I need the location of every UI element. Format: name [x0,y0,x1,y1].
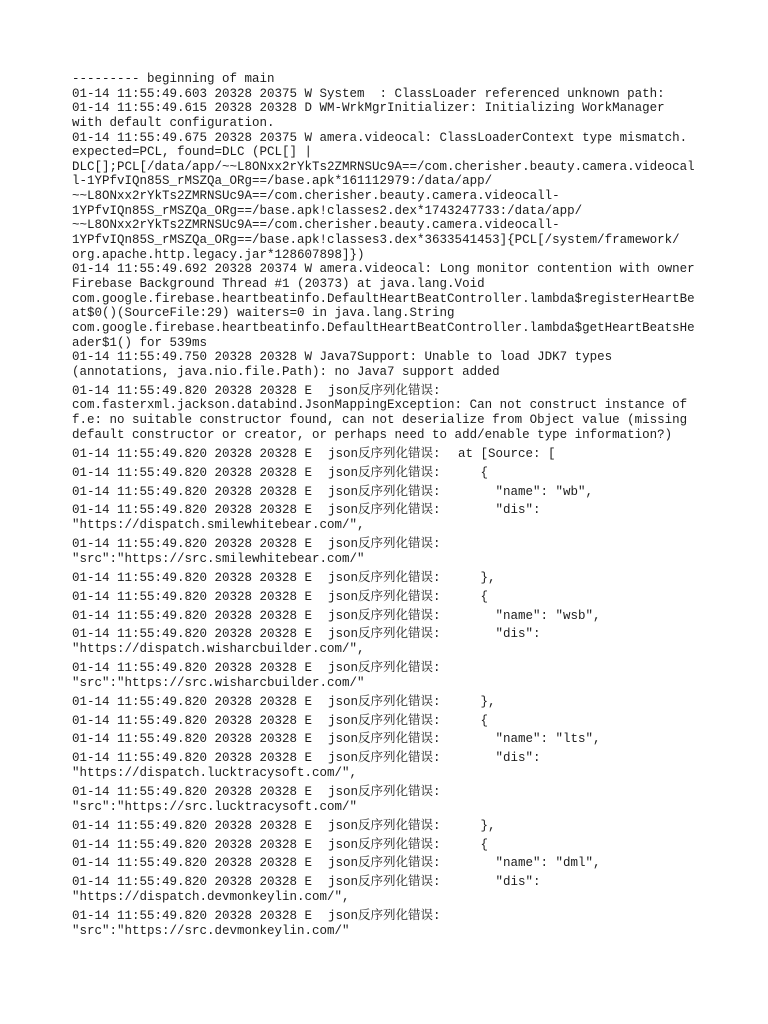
log-line [72,499,752,518]
log-line [72,833,752,852]
log-document [72,72,752,938]
log-header: 01-14 11:55:49.820 20328 20328 E [72,694,313,709]
log-line [72,747,752,766]
log-header: 01-14 11:55:49.820 20328 20328 E [72,837,313,852]
log-tag: json反序列化错误: [328,751,441,766]
log-line: "https://dispatch.lucktracysoft.com/", [72,766,358,780]
log-tag: json反序列化错误: [328,784,441,799]
log-line: 01-14 11:55:49.603 20328 20375 W System : ClassLoader referenced unknown path: [72,86,665,101]
log-tag: json反序列化错误: [328,818,441,833]
log-line: default constructor or creator, or perhaps need to add/enable type information?) [72,427,673,442]
log-line [72,480,752,499]
log-line [72,814,752,833]
log-tag: json反序列化错误: [328,608,441,623]
log-message: }, [443,570,496,585]
log-tag: json反序列化错误: [328,383,441,398]
log-message: { [443,589,489,604]
log-header: 01-14 11:55:49.820 20328 20328 E [72,661,313,676]
log-message: { [443,465,489,480]
log-line [72,852,752,871]
log-tag: json反序列化错误: [328,661,441,676]
log-line: DLC[];PCL[/data/app/~~L8ONxx2rYkTs2ZMRNSUc9A==/com.cherisher.beauty.camera.videocal [72,159,695,174]
log-line [72,623,752,642]
log-line: 01-14 11:55:49.692 20328 20374 W amera.videocal: Long monitor contention with owner [72,262,695,277]
log-tag: json反序列化错误: [328,484,441,499]
log-header: 01-14 11:55:49.820 20328 20328 E [72,751,313,766]
log-message: { [443,713,489,728]
log-header: 01-14 11:55:49.820 20328 20328 E [72,503,313,518]
log-line: com.fasterxml.jackson.databind.JsonMappingException: Can not construct instance of [72,398,688,413]
log-tag: json反序列化错误: [328,713,441,728]
log-header: 01-14 11:55:49.820 20328 20328 E [72,732,313,747]
log-header: 01-14 11:55:49.820 20328 20328 E [72,383,313,398]
log-tag: json反序列化错误: [328,875,441,890]
log-line: l-1YPfvIQn85S_rMSZQa_ORg==/base.apk*161112979:/data/app/ [72,174,493,189]
log-header: 01-14 11:55:49.820 20328 20328 E [72,627,313,642]
log-line: ~~L8ONxx2rYkTs2ZMRNSUc9A==/com.cherisher.beauty.camera.videocall- [72,189,560,204]
log-tag: json反序列化错误: [328,837,441,852]
log-line [72,533,752,552]
log-line [72,604,752,623]
log-header: 01-14 11:55:49.820 20328 20328 E [72,784,313,799]
log-line [72,709,752,728]
log-header: 01-14 11:55:49.820 20328 20328 E [72,589,313,604]
log-tag: json反序列化错误: [328,465,441,480]
log-tag: json反序列化错误: [328,589,441,604]
log-message: at [Source: [ [443,446,556,461]
log-header: 01-14 11:55:49.820 20328 20328 E [72,537,313,552]
log-line [72,657,752,676]
log-tag: json反序列化错误: [328,446,441,461]
log-tag: json反序列化错误: [328,856,441,871]
log-line: "https://dispatch.smilewhitebear.com/", [72,518,365,533]
log-line [72,871,752,890]
log-message: "name": "lts", [443,732,601,747]
log-line: "src":"https://src.smilewhitebear.com/" [72,551,365,566]
log-message: "name": "wsb", [443,608,601,623]
log-tag: json反序列化错误: [328,570,441,585]
log-line [72,461,752,480]
log-header: 01-14 11:55:49.820 20328 20328 E [72,713,313,728]
log-line [72,379,752,398]
log-message: "dis": [443,751,541,766]
log-header: 01-14 11:55:49.820 20328 20328 E [72,608,313,623]
log-line: com.google.firebase.heartbeatinfo.DefaultHeartBeatController.lambda$registerHeartBe [72,291,695,306]
log-line: "src":"https://src.wisharcbuilder.com/" [72,675,365,690]
log-message: }, [443,694,496,709]
log-line: com.google.firebase.heartbeatinfo.DefaultHeartBeatController.lambda$getHeartBeatsHe [72,320,695,335]
log-tag: json反序列化错误: [328,732,441,747]
log-line [72,728,752,747]
log-header: 01-14 11:55:49.820 20328 20328 E [72,446,313,461]
log-header: 01-14 11:55:49.820 20328 20328 E [72,908,313,923]
log-line: Firebase Background Thread #1 (20373) at java.lang.Void [72,276,485,291]
log-line: "src":"https://src.devmonkeylin.com/" [72,923,350,938]
log-message: "dis": [443,503,541,518]
log-message: { [443,837,489,852]
log-line [72,442,752,461]
log-message: }, [443,818,496,833]
log-line: with default configuration. [72,115,275,130]
log-header: 01-14 11:55:49.820 20328 20328 E [72,818,313,833]
log-line: f.e: no suitable constructor found, can not deserialize from Object value (missing [72,413,688,428]
log-line: 1YPfvIQn85S_rMSZQa_ORg==/base.apk!classes2.dex*1743247733:/data/app/ [72,203,583,218]
log-line: 01-14 11:55:49.750 20328 20328 W Java7Support: Unable to load JDK7 types [72,350,613,365]
log-line: "https://dispatch.devmonkeylin.com/", [72,889,350,904]
log-line: 01-14 11:55:49.675 20328 20375 W amera.videocal: ClassLoaderContext type mismatch. [72,130,688,145]
log-line [72,905,752,924]
log-message: "name": "dml", [443,856,601,871]
log-line [72,566,752,585]
log-line [72,690,752,709]
log-line: ~~L8ONxx2rYkTs2ZMRNSUc9A==/com.cherisher.beauty.camera.videocall- [72,218,560,233]
log-header: 01-14 11:55:49.820 20328 20328 E [72,875,313,890]
log-line: at$0()(SourceFile:29) waiters=0 in java.lang.String [72,306,455,321]
log-line: org.apache.http.legacy.jar*128607898]}) [72,247,365,262]
log-tag: json反序列化错误: [328,627,441,642]
log-line: "src":"https://src.lucktracysoft.com/" [72,799,358,814]
log-message: "dis": [443,627,541,642]
log-line [72,781,752,800]
log-header: 01-14 11:55:49.820 20328 20328 E [72,570,313,585]
log-message: "name": "wb", [443,484,594,499]
log-line: 01-14 11:55:49.615 20328 20328 D WM-WrkMgrInitializer: Initializing WorkManager [72,101,665,116]
log-line: (annotations, java.nio.file.Path): no Java7 support added [72,364,500,379]
log-tag: json反序列化错误: [328,908,441,923]
log-line: ader$1() for 539ms [72,335,208,350]
log-tag: json反序列化错误: [328,694,441,709]
log-header: 01-14 11:55:49.820 20328 20328 E [72,465,313,480]
log-header: 01-14 11:55:49.820 20328 20328 E [72,484,313,499]
log-line: expected=PCL, found=DLC (PCL[] | [72,145,313,160]
log-line: "https://dispatch.wisharcbuilder.com/", [72,642,365,657]
log-tag: json反序列化错误: [328,503,441,518]
log-header: 01-14 11:55:49.820 20328 20328 E [72,856,313,871]
log-line: --------- beginning of main [72,72,275,86]
log-line: 1YPfvIQn85S_rMSZQa_ORg==/base.apk!classes3.dex*3633541453]{PCL[/system/framework/ [72,233,680,248]
log-message: "dis": [443,875,541,890]
log-line [72,585,752,604]
log-tag: json反序列化错误: [328,537,441,552]
